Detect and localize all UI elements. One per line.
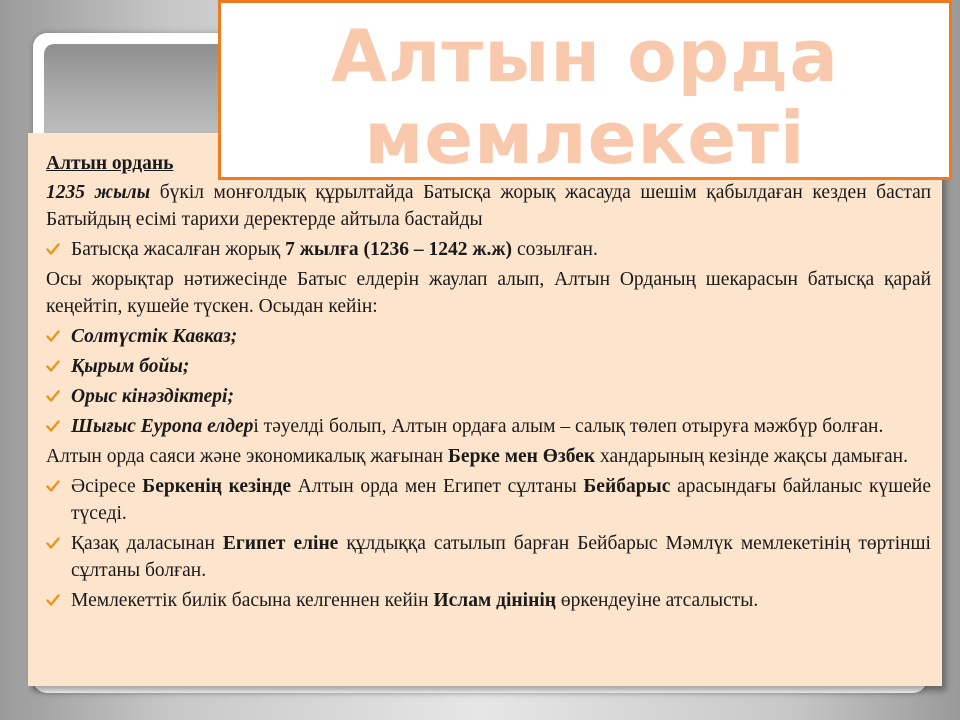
- bullet-text: Қазақ даласынан: [71, 533, 223, 554]
- bullet-text: өркендеуіне атсалысты.: [555, 590, 759, 611]
- bullet-bold: Египет еліне: [222, 533, 339, 554]
- paragraph-results: Осы жорықтар нәтижесінде Батыс елдерін жаулап алып, Алтын Орданың шекарасын батысқа қарай кеңейтіп, кушейе түскен. Осыдан кейін:: [46, 269, 931, 317]
- bullet-text: Орыс кінәздіктері;: [71, 386, 234, 407]
- checkmark-icon: [46, 473, 62, 500]
- bullet-text: созылған.: [512, 239, 598, 260]
- bullet-russian-principalities: [46, 383, 931, 410]
- section-heading: Алтын ордань: [46, 153, 174, 174]
- bullet-text: Алтын орда мен Египет сұлтаны: [291, 476, 584, 497]
- bullet-campaign: [46, 236, 931, 263]
- checkmark-icon: [46, 323, 62, 350]
- checkmark-icon: [46, 353, 62, 380]
- title-line-2: мемлекеті: [364, 96, 806, 180]
- bullet-text: Әсіресе: [71, 476, 143, 497]
- bullet-bold: 7 жылға (1236 – 1242 ж.ж): [285, 239, 513, 260]
- bullet-berke: [46, 473, 931, 527]
- title-line-1: Алтын орда: [331, 14, 839, 98]
- checkmark-icon: [46, 587, 62, 614]
- bullet-north-caucasus: [46, 323, 931, 350]
- title-box: [218, 0, 952, 180]
- bullet-text: Солтүстік Кавказ;: [71, 326, 238, 347]
- intro-paragraph: [46, 179, 931, 233]
- bullet-crimea: [46, 353, 931, 380]
- bullet-text: құлдыққа сатылып барған Бейбарыс Мәмлүк мемлекетінің төртінші сұлтаны болған.: [71, 533, 931, 581]
- bullet-text: Мемлекеттік билік басына келгеннен кейін: [71, 590, 434, 611]
- intro-year: 1235 жылы: [46, 182, 151, 203]
- bullet-text: Батысқа жасалған жорық: [71, 239, 286, 260]
- intro-text: бүкіл монғолдық құрылтайда Батысқа жорық жасауда шешім қабылдаған кезден бастап Батыйдың есімі тарихи деректерде айтыла бастайды: [46, 182, 932, 230]
- bullet-text: Қырым бойы;: [71, 356, 190, 377]
- bullet-text: і тәуелді болып, Алтын ордаға алым – салық төлеп отыруға мәжбүр болған.: [253, 416, 884, 437]
- slide-body: [46, 150, 931, 614]
- paragraph-text: Алтын орда саяси және экономикалық жағынан: [46, 446, 449, 467]
- bullet-islam: [46, 587, 931, 614]
- checkmark-icon: [46, 236, 62, 263]
- checkmark-icon: [46, 383, 62, 410]
- bullet-eastern-europe: [46, 413, 931, 440]
- bullet-baibars: [46, 530, 931, 584]
- paragraph-bold: Берке мен Өзбек: [448, 446, 596, 467]
- bullet-text: арасындағы байланыс күшейе түседі.: [71, 476, 931, 524]
- checkmark-icon: [46, 413, 62, 440]
- paragraph-development: [46, 443, 931, 470]
- bullet-bold: Бейбарыс: [583, 476, 671, 497]
- paragraph-text: хандарының кезінде жақсы дамыған.: [595, 446, 908, 467]
- bullet-bold: Ислам дінінің: [433, 590, 556, 611]
- bullet-bold: Беркенің кезінде: [142, 476, 292, 497]
- bullet-bold: Шығыс Еуропа елдер: [71, 416, 254, 437]
- checkmark-icon: [46, 530, 62, 557]
